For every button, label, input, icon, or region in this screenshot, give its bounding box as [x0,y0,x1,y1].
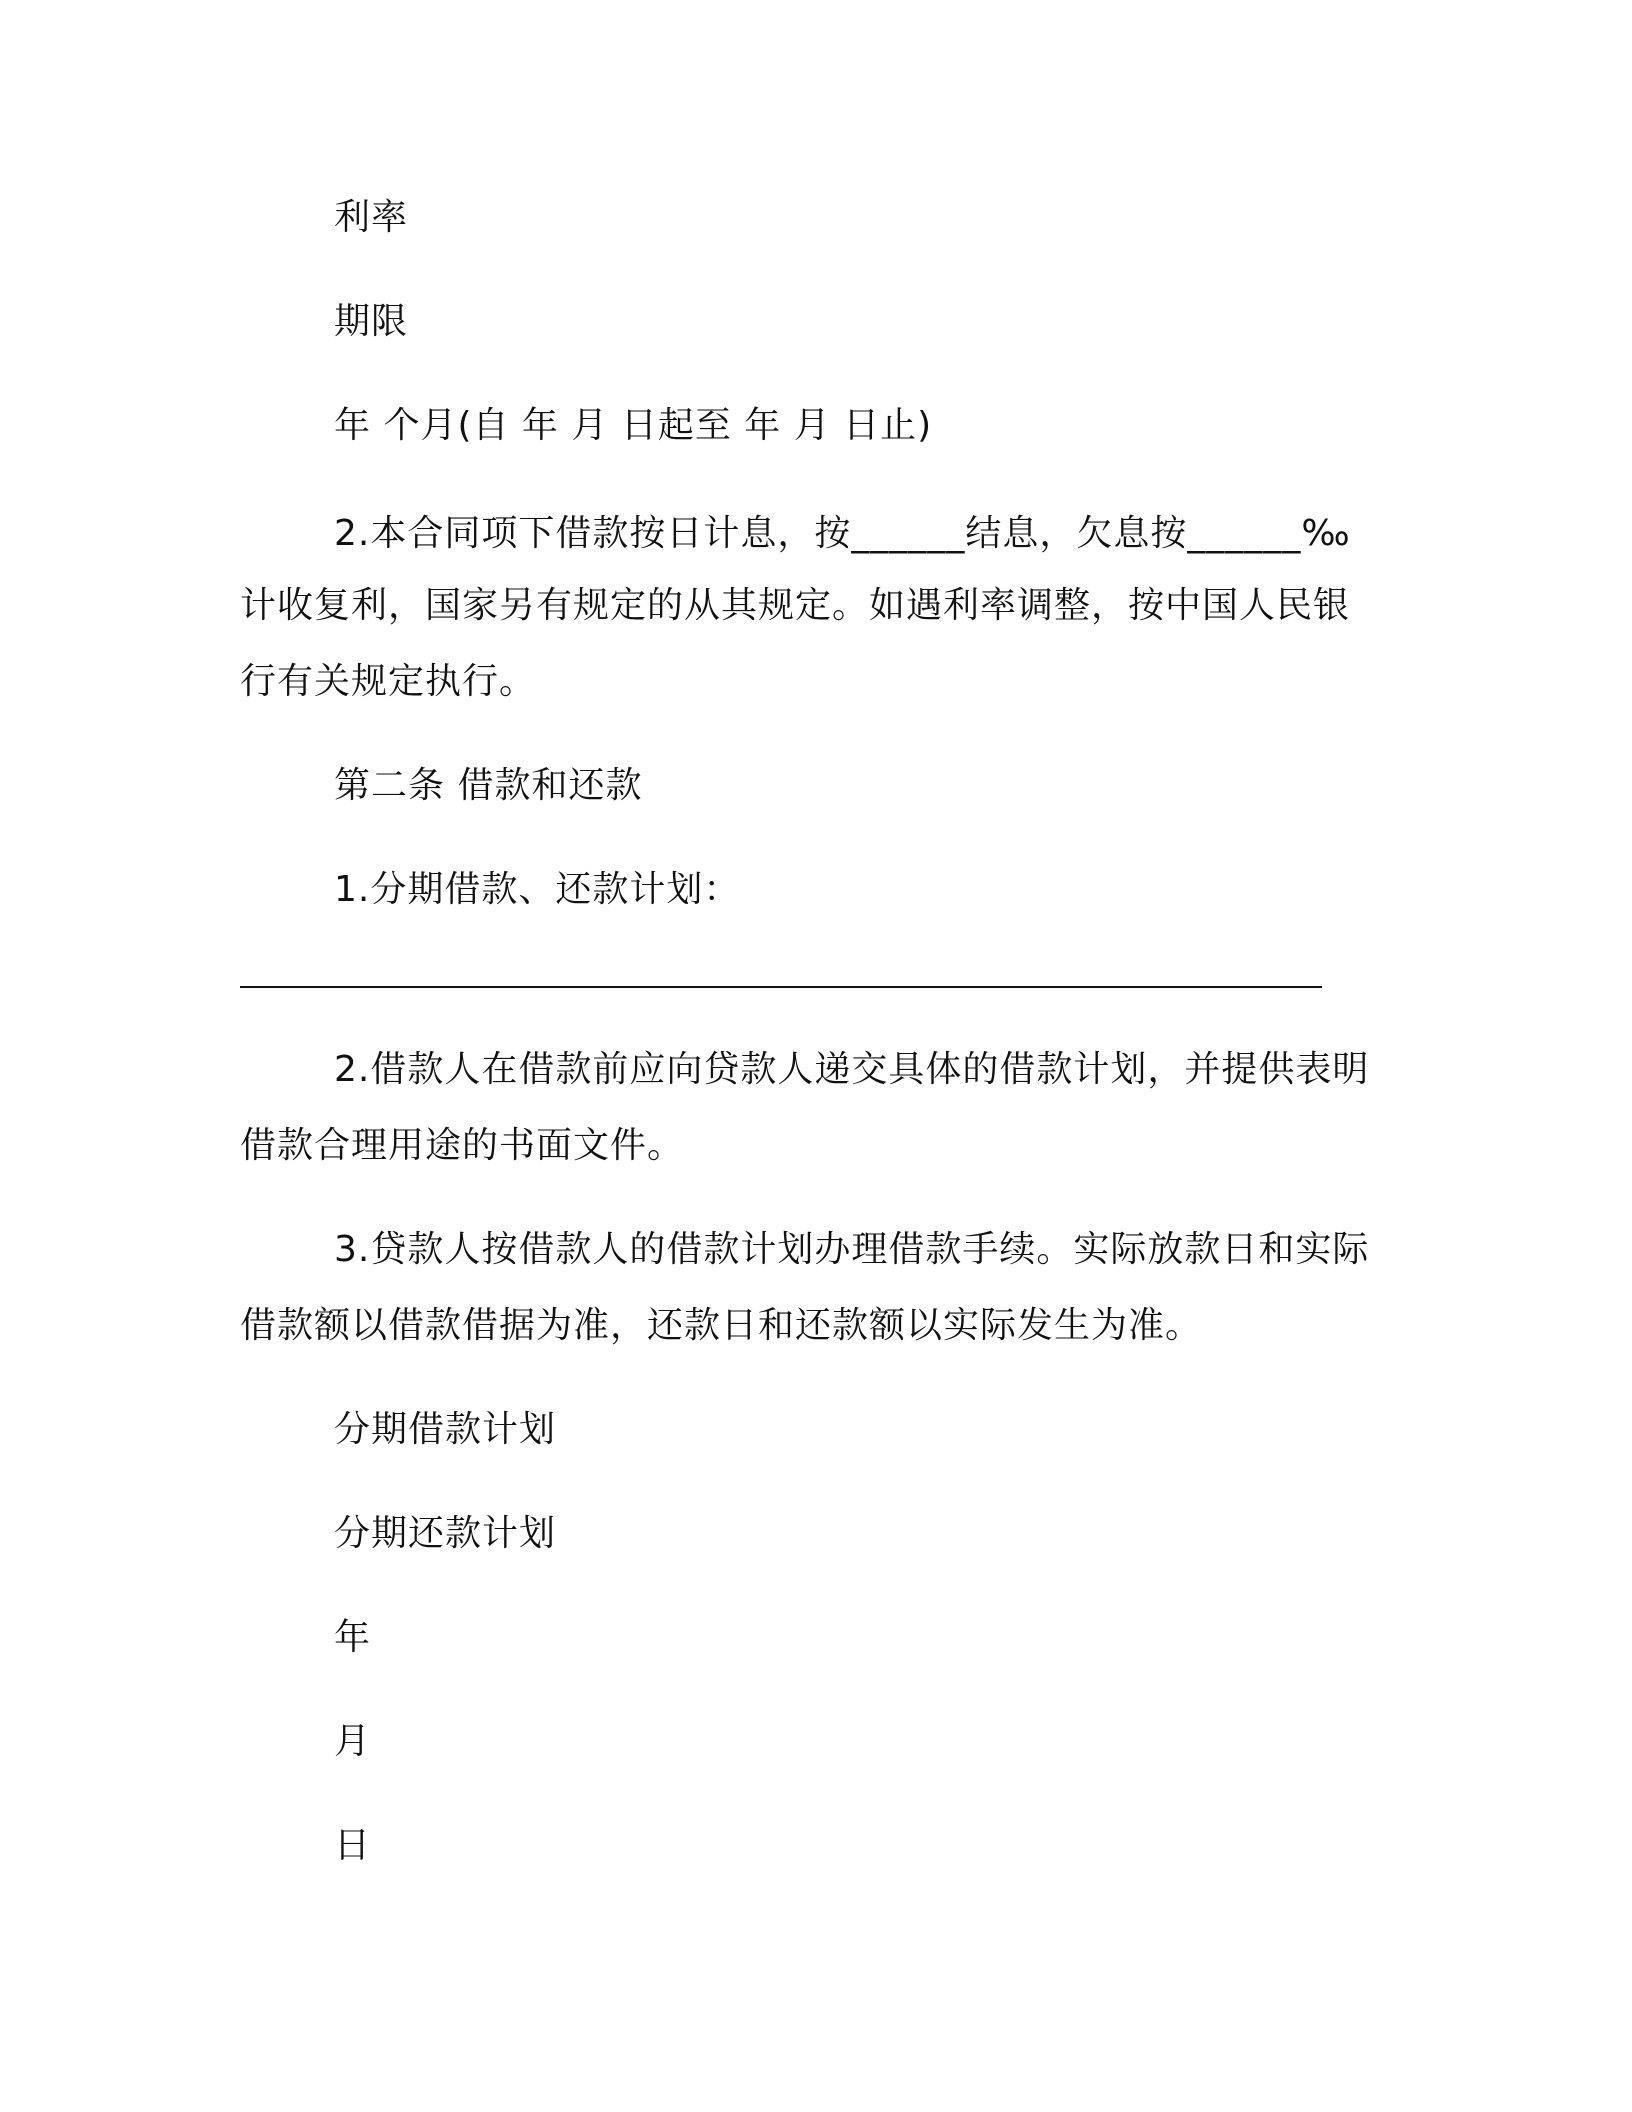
day-label: 日 [334,1825,372,1866]
installment-borrowing-plan-label: 分期借款计划 [334,1409,557,1450]
month-label: 月 [334,1721,372,1762]
paragraph-interest-line-1: 2.本合同项下借款按日计息，按______结息，欠息按______‰ [334,513,1351,554]
heading-interest-rate: 利率 [334,197,409,238]
year-label: 年 [334,1617,372,1658]
term-period-line: 年 个月(自 年 月 日起至 年 月 日止) [334,405,933,446]
fill-in-line [240,986,1322,988]
article-two-heading: 第二条 借款和还款 [334,765,643,806]
paragraph-lender-procedure-line-2: 借款额以借款借据为准，还款日和还款额以实际发生为准。 [240,1305,1203,1346]
installment-repayment-plan-label: 分期还款计划 [334,1513,557,1554]
paragraph-borrower-plan-line-1: 2.借款人在借款前应向贷款人递交具体的借款计划，并提供表明 [334,1049,1370,1090]
paragraph-lender-procedure-line-1: 3.贷款人按借款人的借款计划办理借款手续。实际放款日和实际 [334,1229,1370,1270]
paragraph-borrower-plan-line-2: 借款合理用途的书面文件。 [240,1125,685,1166]
paragraph-interest-line-2: 计收复利，国家另有规定的从其规定。如遇利率调整，按中国人民银 [240,585,1351,626]
paragraph-interest-line-3: 行有关规定执行。 [240,661,537,702]
installment-plan-label: 1.分期借款、还款计划： [334,869,741,910]
heading-term: 期限 [334,301,409,342]
